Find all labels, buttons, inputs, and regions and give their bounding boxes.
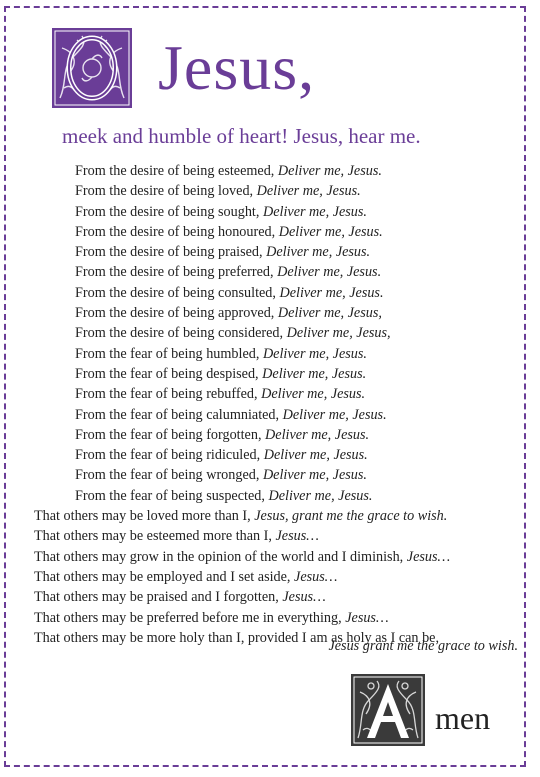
subtitle: meek and humble of heart! Jesus, hear me. (62, 124, 421, 148)
grace-response: Jesus… (294, 568, 338, 585)
grace-text: That others may be praised and I forgotten, (34, 589, 283, 606)
petition-text: From the desire of being preferred, (75, 264, 278, 281)
grace-text: That others may be loved more than I, (34, 508, 255, 525)
petition-line (0, 465, 540, 485)
petition-text: From the fear of being ridiculed, (75, 447, 264, 464)
petition-text: From the desire of being esteemed, (75, 163, 278, 179)
petition-text: From the desire of being sought, (75, 203, 263, 220)
closing-response: Jesus grant me the grace to wish. (328, 638, 518, 654)
amen-block (351, 674, 521, 746)
grace-response: Jesus… (275, 528, 319, 545)
ornate-floral-a-icon (351, 674, 425, 746)
petition-line (0, 222, 540, 242)
grace-line (0, 608, 540, 628)
petition-response: Deliver me, Jesus, (286, 325, 391, 342)
petition-response: Deliver me, Jesus. (268, 487, 373, 504)
grace-response: Jesus… (406, 548, 451, 565)
petition-line (0, 405, 540, 425)
petition-line (0, 181, 540, 201)
petition-response: Deliver me, Jesus. (277, 163, 382, 179)
petition-response: Deliver me, Jesus. (262, 345, 367, 362)
petition-line (0, 486, 540, 506)
petition-line (0, 303, 540, 323)
grace-text: That others may be esteemed more than I, (34, 528, 276, 545)
title-initial: O (91, 84, 93, 85)
petition-line (0, 161, 540, 181)
grace-text: That others may grow in the opinion of the world and I diminish, (34, 548, 407, 565)
petition-text: From the desire of being honoured, (75, 223, 279, 240)
petition-text: From the fear of being calumniated, (75, 406, 283, 423)
petition-response: Deliver me, Jesus. (263, 447, 368, 464)
petition-text: From the fear of being humbled, (75, 345, 263, 362)
petition-response: Deliver me, Jesus. (277, 264, 382, 281)
petition-line (0, 202, 540, 222)
petition-line (0, 445, 540, 465)
petition-response: Deliver me, Jesus. (279, 284, 384, 301)
petition-response: Deliver me, Jesus. (266, 244, 371, 261)
ornate-floral-o-icon (52, 28, 132, 108)
petition-line (0, 242, 540, 262)
grace-line (0, 567, 540, 587)
litany-lines (0, 161, 540, 648)
petition-text: From the desire of being loved, (75, 183, 257, 200)
grace-response: Jesus, grant me the grace to wish. (254, 508, 448, 525)
petition-line (0, 344, 540, 364)
petition-response: Deliver me, Jesus. (262, 365, 367, 382)
grace-text: That others may be employed and I set aside, (34, 568, 295, 585)
petition-response: Deliver me, Jesus. (261, 386, 366, 403)
petition-line (0, 425, 540, 445)
petition-text: From the fear of being despised, (75, 365, 263, 382)
petition-response: Deliver me, Jesus. (265, 426, 370, 443)
title-block (52, 28, 492, 108)
grace-text: That others may be preferred before me in everything, (34, 609, 346, 626)
petition-line (0, 262, 540, 282)
grace-response: Jesus… (282, 589, 326, 606)
grace-line (0, 587, 540, 607)
petition-text: From the desire of being approved, (75, 305, 278, 322)
petition-response: Deliver me, Jesus, (277, 305, 382, 322)
petition-text: From the desire of being praised, (75, 244, 267, 261)
grace-text: That others may be more holy than I, provided I am as holy as I can be, (34, 629, 440, 646)
petition-response: Deliver me, Jesus. (278, 223, 383, 240)
petition-line (0, 364, 540, 384)
petition-text: From the fear of being rebuffed, (75, 386, 262, 403)
amen-text: men (435, 700, 491, 736)
petition-text: From the fear of being suspected, (75, 487, 269, 504)
amen-initial: A (387, 724, 389, 725)
petition-response: Deliver me, Jesus. (262, 203, 367, 220)
grace-response: Jesus… (345, 609, 389, 626)
petition-line (0, 283, 540, 303)
petition-response: Deliver me, Jesus. (282, 406, 387, 423)
grace-line (0, 506, 540, 526)
grace-line (0, 526, 540, 546)
petition-line (0, 384, 540, 404)
petition-response: Deliver me, Jesus. (256, 183, 361, 200)
petition-response: Deliver me, Jesus. (262, 467, 367, 484)
petition-text: From the fear of being wronged, (75, 467, 263, 484)
grace-line (0, 547, 540, 567)
petition-line (0, 323, 540, 343)
petition-text: From the fear of being forgotten, (75, 426, 266, 443)
petition-text: From the desire of being consulted, (75, 284, 280, 301)
page-title: Jesus, (158, 32, 316, 103)
petition-text: From the desire of being considered, (75, 325, 287, 342)
